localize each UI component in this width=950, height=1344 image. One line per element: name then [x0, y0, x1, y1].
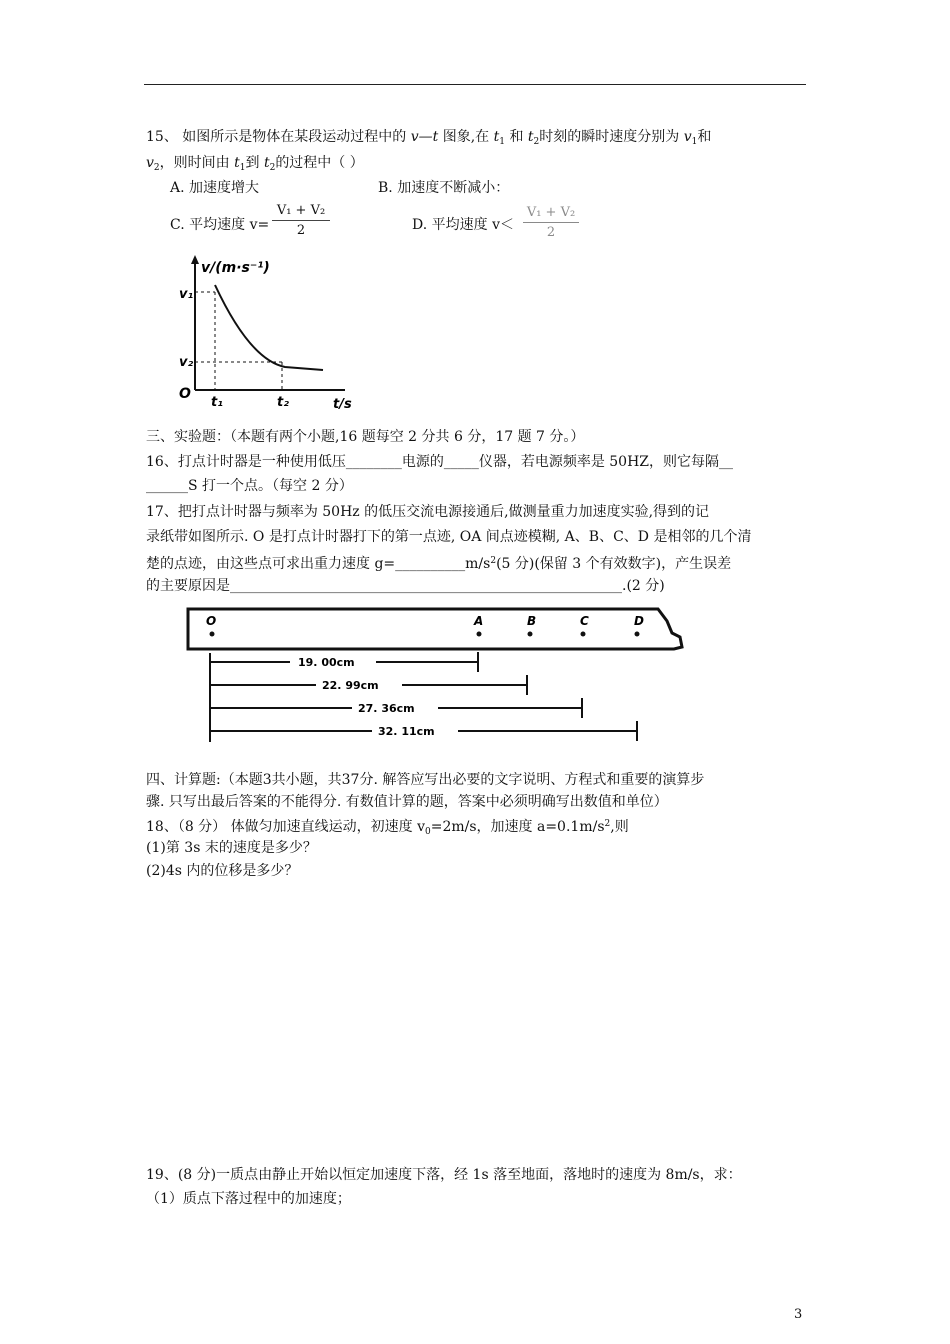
- q15-text-c: 和: [509, 129, 524, 145]
- graph-t1-label: t₁: [211, 395, 223, 410]
- graph-v1-label: v₁: [179, 287, 194, 302]
- q18-text-c: ,则: [610, 819, 629, 835]
- q18-sub1: (1)第 3s 末的速度是多少？: [146, 840, 317, 856]
- q15-line2: $v_2$，则时间由 $t_1$到 $t_2$的过程中（ ）: [146, 155, 364, 173]
- q17-line2: 录纸带如图所示. O 是打点计时器打下的第一点迹, OA 间点迹模糊, A、B、C、D 是相邻的几个清: [146, 529, 752, 545]
- point-d: [635, 632, 640, 637]
- point-c: [581, 632, 586, 637]
- q18-sub2: (2)4s 内的位移是多少？: [146, 863, 299, 879]
- q15-text-b: 图象,在: [442, 129, 490, 145]
- q15-line1: 15、 如图所示是物体在某段运动过程中的 v—t 图象,在 $t_1$ 和 $t_2$时刻的瞬时速度分别为 $v_1$和: [146, 129, 712, 147]
- q15-option-b: B. 加速度不断减小：: [378, 180, 510, 196]
- graph-y-label: v/(m·s⁻¹): [201, 260, 270, 276]
- point-o-label: O: [206, 614, 217, 628]
- page-number: 3: [794, 1307, 803, 1322]
- point-c-label: C: [580, 614, 589, 628]
- graph-v2-label: v₂: [179, 355, 194, 370]
- q18-text-b: =2m/s，加速度 a=0.1m/s: [430, 819, 605, 835]
- section3-heading: 三、实验题：（本题有两个小题,16 题每空 2 分共 6 分，17 题 7 分。）: [146, 429, 585, 445]
- vt-curve: [215, 285, 323, 370]
- graph-t2-label: t₂: [277, 395, 289, 410]
- fraction-denominator: 2: [546, 225, 556, 240]
- q17-line3-b: (5 分)(保留 3 个有效数字)，产生误差: [496, 556, 732, 572]
- distance-ob: 22. 99cm: [322, 679, 379, 692]
- q15-option-d-fraction: [523, 205, 579, 240]
- point-b: [528, 632, 533, 637]
- q15-option-a: A. 加速度增大: [170, 180, 260, 196]
- point-d-label: D: [634, 614, 644, 628]
- paper-tape-diagram: [180, 603, 690, 745]
- point-o: [210, 632, 215, 637]
- q19-sub1: （1）质点下落过程中的加速度；: [146, 1191, 351, 1207]
- q17-line3-a: 楚的点迹，由这些点可求出重力速度 g=__________m/s: [146, 556, 491, 572]
- fraction-numerator: V₁ + V₂: [276, 203, 326, 218]
- graph-origin-label: O: [179, 386, 191, 402]
- point-a: [477, 632, 482, 637]
- q15-text-h: 的过程中（ ）: [275, 155, 364, 171]
- q15-option-d: D. 平均速度 v＜: [412, 217, 514, 233]
- point-a-label: A: [474, 614, 484, 628]
- q15-text-e: 和: [697, 129, 712, 145]
- distance-oc: 27. 36cm: [358, 702, 415, 715]
- q15-text-d: 时刻的瞬时速度分别为: [539, 129, 680, 145]
- q15-option-c: C. 平均速度 v=: [170, 217, 270, 233]
- q16-line2: ______S 打一个点。（每空 2 分）: [146, 478, 353, 494]
- q17-line1: 17、把打点计时器与频率为 50Hz 的低压交流电源接通后,做测量重力加速度实验,得到的记: [146, 504, 710, 520]
- q15-vt: v—t: [410, 129, 439, 145]
- distance-oa: 19. 00cm: [298, 656, 355, 669]
- fraction-numerator: V₁ + V₂: [526, 205, 576, 220]
- q15-text-f: ，则时间由: [159, 155, 230, 171]
- graph-x-label: t/s: [333, 397, 352, 410]
- q18-text-a: 18、（8 分） 体做匀加速直线运动，初速度 v: [146, 819, 425, 835]
- q16-line1: 16、打点计时器是一种使用低压________电源的_____仪器，若电源频率是 50HZ，则它每隔__: [146, 454, 734, 470]
- paper-tape: [188, 609, 682, 649]
- q17-line4: 的主要原因是________________________________________________________.(2 分): [146, 578, 665, 594]
- vt-graph: [175, 255, 365, 410]
- fraction-denominator: 2: [296, 223, 306, 238]
- point-b-label: B: [527, 614, 537, 628]
- section4-line2: 骤. 只写出最后答案的不能得分. 有数值计算的题，答案中必须明确写出数值和单位）: [146, 794, 668, 810]
- header-rule: [144, 84, 806, 85]
- q17-line3: 楚的点迹，由这些点可求出重力速度 $g=\_\_\_\_\_\_\_\_\_\_m/s^2(5$ 分)(保留 3 个有效数字)，产生误差: [146, 556, 732, 572]
- distance-od: 32. 11cm: [378, 725, 435, 738]
- q19-line1: 19、(8 分)一质点由静止开始以恒定加速度下落，经 1s 落至地面，落地时的速度为 8m/s，求：: [146, 1167, 742, 1183]
- section4-line1: 四、计算题:（本题3共小题，共37分. 解答应写出必要的文字说明、方程式和重要的演算步: [146, 772, 705, 788]
- q15-text-g: 到: [245, 155, 260, 171]
- q15-text-a: 15、 如图所示是物体在某段运动过程中的: [146, 129, 407, 145]
- q18-line1: 18、（8 分） 体做匀加速直线运动，初速度 $v_0=2m/s$，加速度 $a=0.1m/s^2$,则: [146, 819, 629, 837]
- q15-option-c-fraction: [272, 203, 330, 238]
